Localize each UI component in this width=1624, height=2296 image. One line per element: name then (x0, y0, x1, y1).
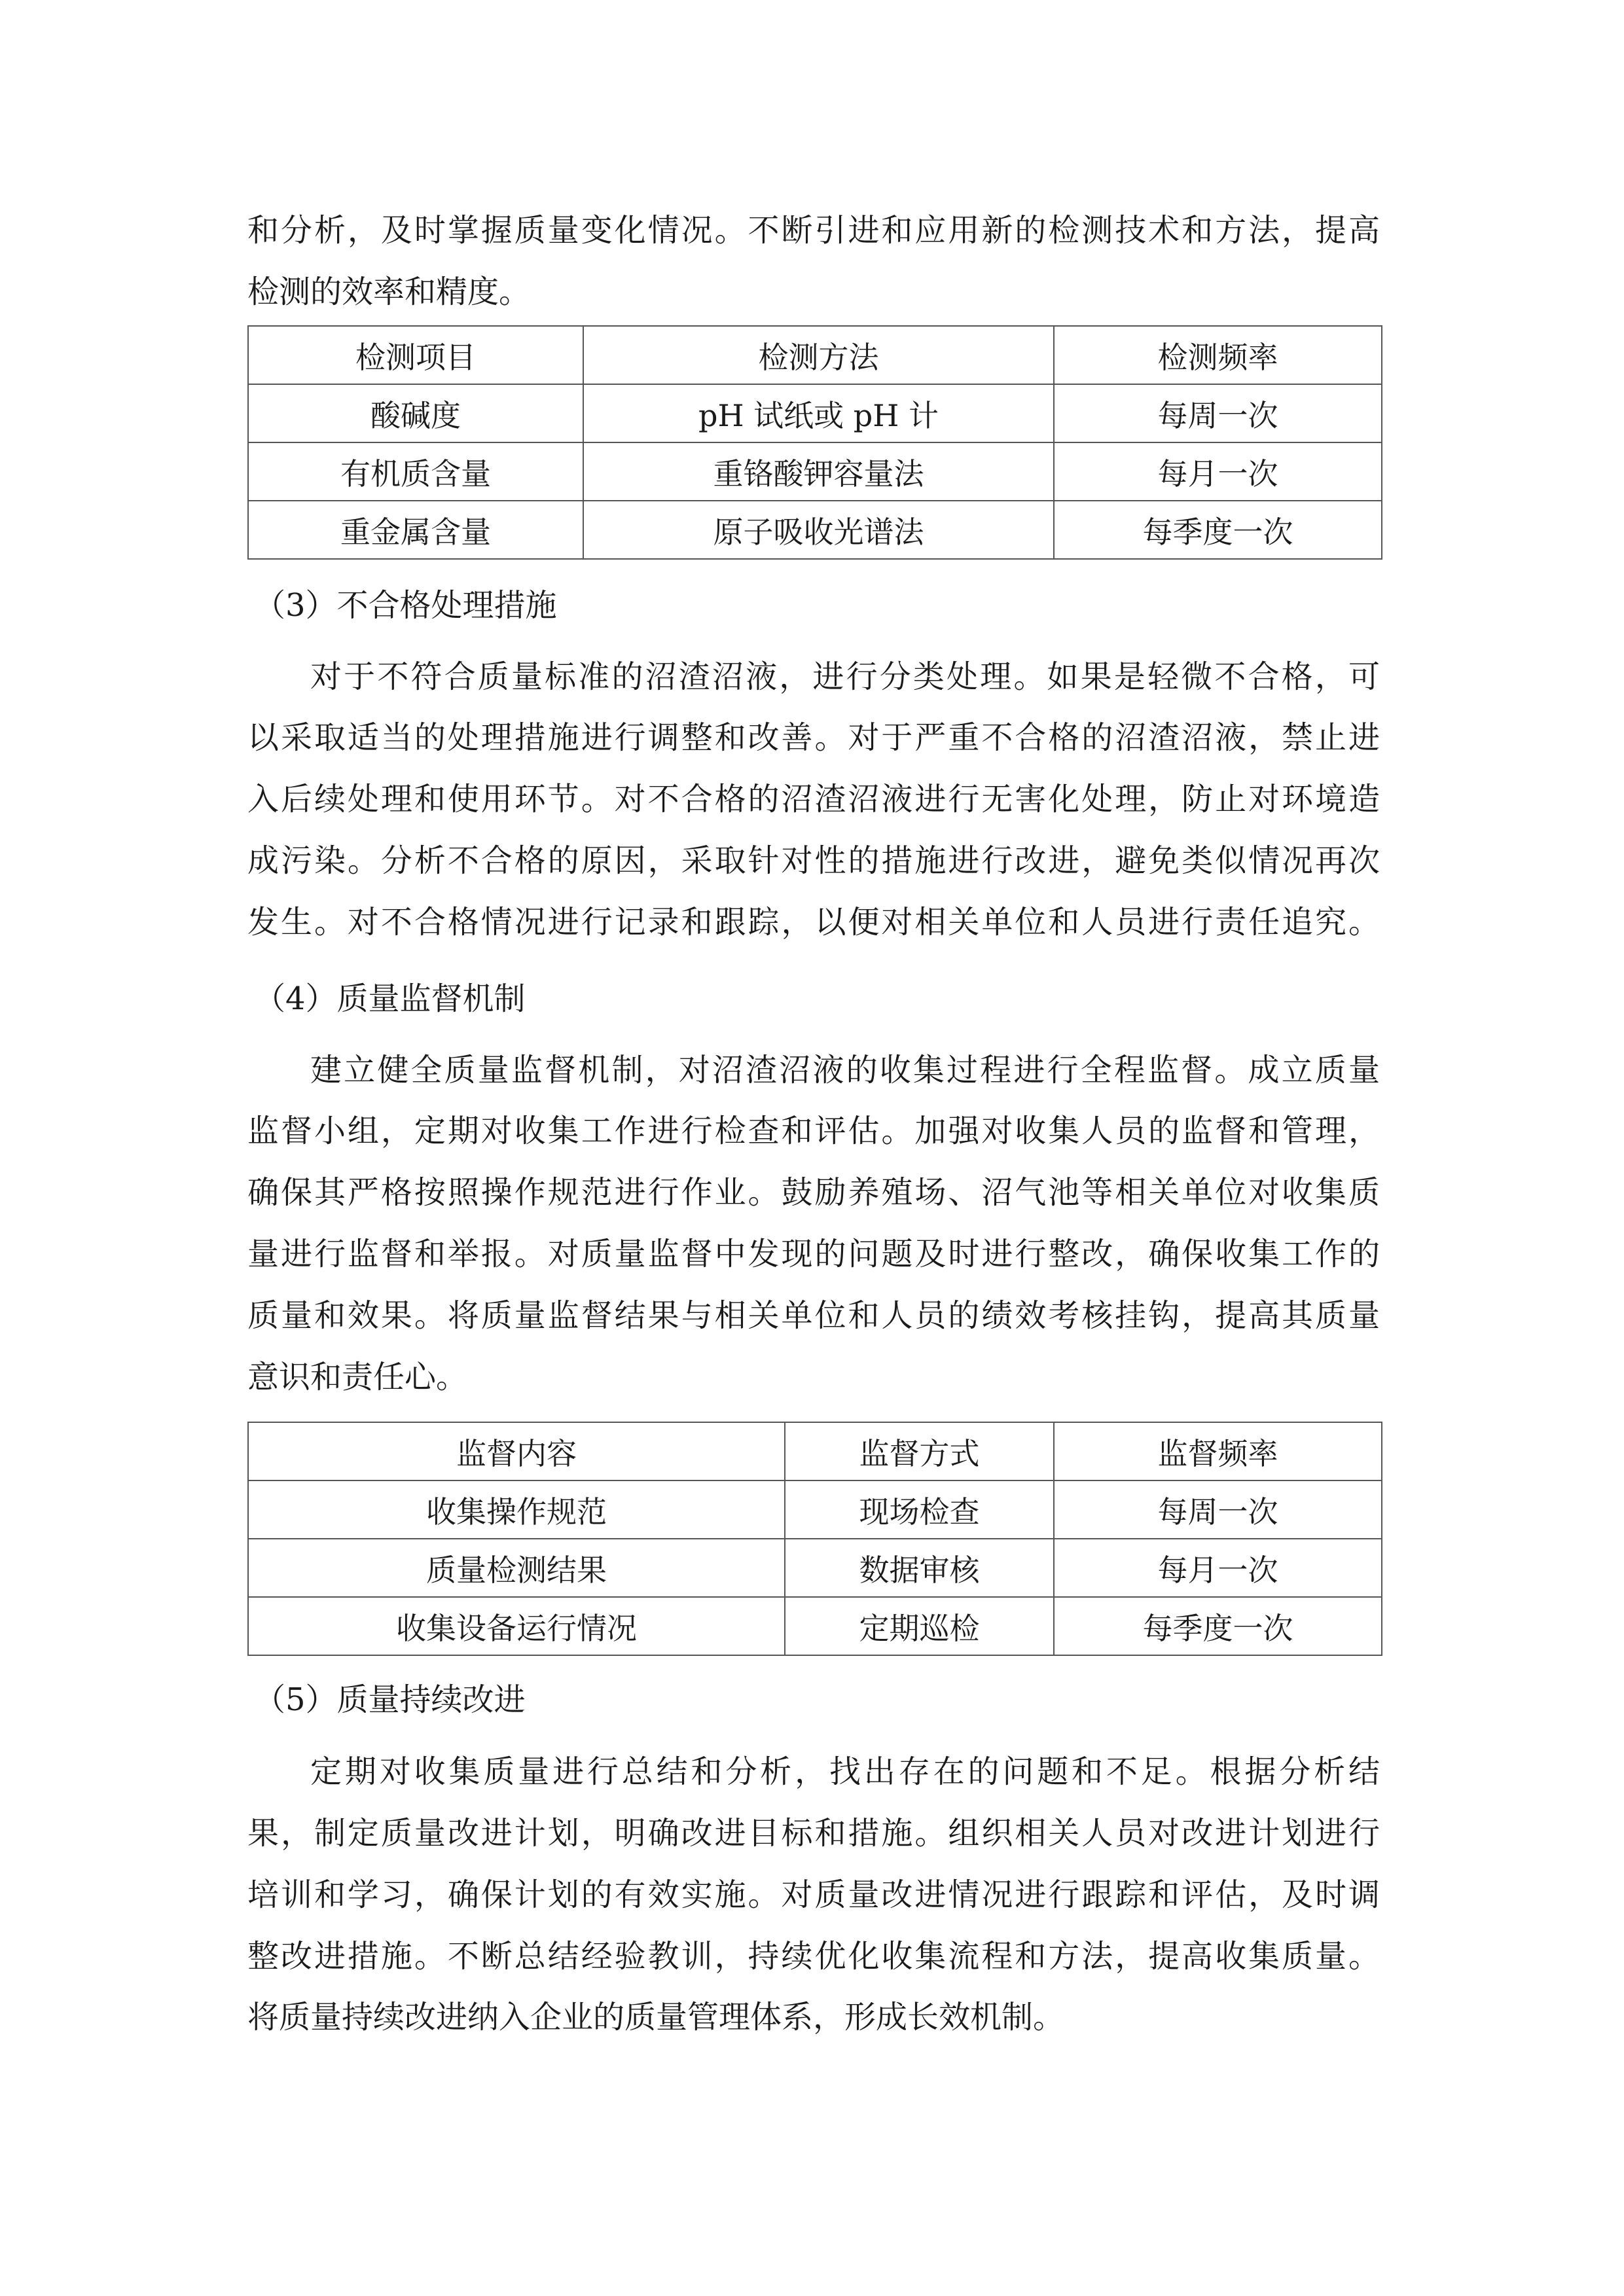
table-cell: 每月一次 (1054, 442, 1382, 501)
table-cell: 每季度一次 (1054, 1597, 1382, 1655)
table-cell: 现场检查 (785, 1480, 1054, 1539)
table-row (248, 1539, 1382, 1597)
section-heading: （5）质量持续改进 (254, 1681, 526, 1718)
table-cell: 质量检测结果 (248, 1539, 785, 1597)
table-cell: 重铬酸钾容量法 (583, 442, 1054, 501)
table-cell: 每周一次 (1054, 1480, 1382, 1539)
body-text-line: 将质量持续改进纳入企业的质量管理体系，形成长效机制。 (247, 1999, 1065, 2036)
section-heading: （3）不合格处理措施 (254, 587, 557, 624)
body-text-line: 整改进措施。不断总结经验教训，持续优化收集流程和方法，提高收集质量。 (247, 1938, 1380, 1975)
table-header-row (248, 1422, 1382, 1480)
body-text-line: 建立健全质量监督机制，对沼渣沼液的收集过程进行全程监督。成立质量 (310, 1052, 1380, 1088)
body-text-line: 以采取适当的处理措施进行调整和改善。对于严重不合格的沼渣沼液，禁止进 (247, 719, 1380, 756)
detection-table (247, 325, 1382, 560)
table-row (248, 1597, 1382, 1655)
body-text-line: 成污染。分析不合格的原因，采取针对性的措施进行改进，避免类似情况再次 (247, 842, 1380, 879)
table-cell: 数据审核 (785, 1539, 1054, 1597)
table-cell: 原子吸收光谱法 (583, 501, 1054, 559)
table-cell: 收集操作规范 (248, 1480, 785, 1539)
table-cell: 收集设备运行情况 (248, 1597, 785, 1655)
table-cell: 每周一次 (1054, 384, 1382, 442)
table-row (248, 442, 1382, 501)
body-text-line: 入后续处理和使用环节。对不合格的沼渣沼液进行无害化处理，防止对环境造 (247, 781, 1380, 817)
body-text-line: 发生。对不合格情况进行记录和跟踪，以便对相关单位和人员进行责任追究。 (247, 904, 1380, 941)
section-heading: （4）质量监督机制 (254, 980, 526, 1017)
table-cell: 重金属含量 (248, 501, 583, 559)
body-text-line: 监督小组，定期对收集工作进行检查和评估。加强对收集人员的监督和管理， (247, 1113, 1380, 1149)
table-cell: 每季度一次 (1054, 501, 1382, 559)
body-text-line: 确保其严格按照操作规范进行作业。鼓励养殖场、沼气池等相关单位对收集质 (247, 1174, 1380, 1211)
table-cell: pH 试纸或 pH 计 (583, 384, 1054, 442)
table-header-cell: 监督频率 (1054, 1422, 1382, 1480)
table-row (248, 501, 1382, 559)
table-header-cell: 监督内容 (248, 1422, 785, 1480)
table-row (248, 1480, 1382, 1539)
table-header-cell: 检测方法 (583, 326, 1054, 384)
body-text-line: 意识和责任心。 (247, 1359, 468, 1395)
supervision-table (247, 1422, 1382, 1656)
table-cell: 有机质含量 (248, 442, 583, 501)
body-text-line: 量进行监督和举报。对质量监督中发现的问题及时进行整改，确保收集工作的 (247, 1236, 1380, 1272)
table-row (248, 384, 1382, 442)
body-text-line: 定期对收集质量进行总结和分析，找出存在的问题和不足。根据分析结 (310, 1753, 1380, 1790)
body-text-line: 培训和学习，确保计划的有效实施。对质量改进情况进行跟踪和评估，及时调 (247, 1876, 1380, 1913)
body-text-line: 对于不符合质量标准的沼渣沼液，进行分类处理。如果是轻微不合格，可 (310, 658, 1380, 695)
body-text-line: 质量和效果。将质量监督结果与相关单位和人员的绩效考核挂钩，提高其质量 (247, 1297, 1380, 1334)
table-header-row (248, 326, 1382, 384)
table-header-cell: 监督方式 (785, 1422, 1054, 1480)
table-cell: 定期巡检 (785, 1597, 1054, 1655)
body-text-line: 检测的效率和精度。 (247, 274, 531, 310)
table-cell: 酸碱度 (248, 384, 583, 442)
body-text-line: 果，制定质量改进计划，明确改进目标和措施。组织相关人员对改进计划进行 (247, 1815, 1380, 1852)
body-text-line: 和分析，及时掌握质量变化情况。不断引进和应用新的检测技术和方法，提高 (247, 212, 1380, 249)
table-header-cell: 检测频率 (1054, 326, 1382, 384)
table-header-cell: 检测项目 (248, 326, 583, 384)
table-cell: 每月一次 (1054, 1539, 1382, 1597)
